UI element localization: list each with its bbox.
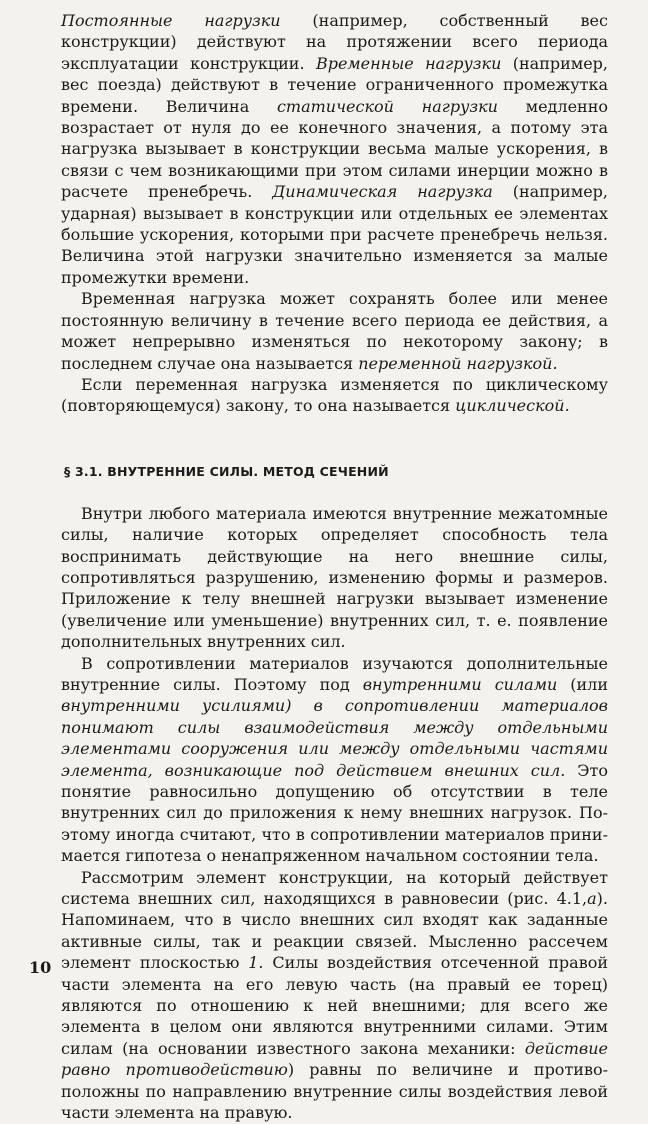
text-run: (например, ударная) вызывает в конструкции или отдельных ее элементах большие ускорения, которыми при расчете пренебречь нельзя. Величина этой нагрузки значительно изменяется за малые промежутки времени. — [61, 182, 609, 287]
text-run: (например, собственный вес конструкции) действуют на протяжении всего периода эксплуатации конструкции. — [61, 11, 608, 73]
text-run: (или — [557, 674, 608, 694]
page-number: 10 — [29, 958, 52, 977]
text-run: Рассмотрим элемент конструкции, на который действует система внешних сил, находящихся в равновесии (рис. 4.1, — [61, 867, 608, 909]
text-run: В сопротивлении материалов изучаются дополнительные внутренние силы. Поэтому под — [61, 653, 608, 694]
italic-term: статической нагрузки — [276, 96, 498, 116]
italic-term: 1. — [248, 953, 264, 973]
italic-term: Динамическая нагрузка — [272, 182, 493, 202]
text-run: Внутри любого материала имеются внутренние межатомные силы, наличие которых определяет способность тела воспринимать действующие на него внешние силы, сопротивляться разрушению, изменению формы и размеров. Приложение к телу внешней нагрузки вызывает изменение (увеличение или уменьшение) внутренних сил, т. е. появление дополнительных внутренних сил. — [61, 503, 608, 652]
paragraph-variable-load — [61, 288, 608, 374]
italic-term: внутренними силами — [362, 674, 558, 694]
text-run: Если переменная нагрузка изменяется по циклическому (повторяющемуся) закону, то она называется — [61, 374, 608, 416]
paragraph-cyclic-load — [61, 374, 608, 417]
text-run: Это понятие равносильно допущению об отсутствии в теле внутренних сил до приложения к нему внешних нагрузок. Поэтому иногда считают, что в сопротивлении материалов принимается гипотеза о ненапряженном начальном состоянии тела. — [61, 760, 608, 866]
section-heading: § 3.1. ВНУТРЕННИЕ СИЛЫ. МЕТОД СЕЧЕНИЙ — [64, 463, 389, 479]
text-run: ). Напоминаем, что в число внешних сил входят как заданные активные силы, так и реакции связей. Мысленно рассечем элемент плоскостью — [61, 889, 608, 973]
italic-term: циклической. — [455, 396, 570, 416]
text-run: медленно возрастает от нуля до ее конечного значения, а потому эта нагрузка вызывает в конструкции весьма малые ускорения, в связи с чем возникающими при этом силами инерции можно в расчете пренебречь. — [61, 96, 608, 202]
section-body — [61, 503, 608, 1124]
italic-term: внутренними усилиями) в сопротивлении материалов понимают силы взаимодействия между отдельными элементами сооружения или между отдельными частями элемента, возникающие под действием внешних сил. — [61, 696, 608, 780]
italic-term: а — [587, 889, 597, 909]
italic-term: переменной нагрузкой. — [358, 353, 558, 373]
paragraph-definition — [61, 653, 608, 867]
text-run: Временная нагрузка может сохранять более или менее постоянную величину в течение всего периода ее действия, а может непрерывно изменяться по некоторому закону; в последнем случае она называется — [61, 289, 608, 373]
italic-term: Постоянные нагрузки — [61, 11, 281, 30]
text-run: (например, вес поезда) действуют в течение ограниченного промежутка времени. Величина — [61, 53, 609, 116]
paragraph-section-method — [61, 867, 608, 1124]
italic-term: действие равно противодействию — [61, 1038, 608, 1080]
top-text — [61, 10, 608, 417]
paragraph-load-types — [61, 10, 608, 288]
italic-term: Временные нагрузки — [315, 53, 502, 73]
paragraph-internal-forces — [61, 503, 608, 653]
text-run: Силы воздействия отсеченной правой части элемента на его левую часть (на правый ее торец) являются по отношению к ней внешними; для всего же элемента в целом они являются внутренними силами. Этим силам (на основании известного закона механики: — [61, 953, 609, 1058]
text-run: ) равны по величине и противоположны по направлению внутренние силы воздействия левой части элемента на правую. — [61, 1060, 609, 1123]
